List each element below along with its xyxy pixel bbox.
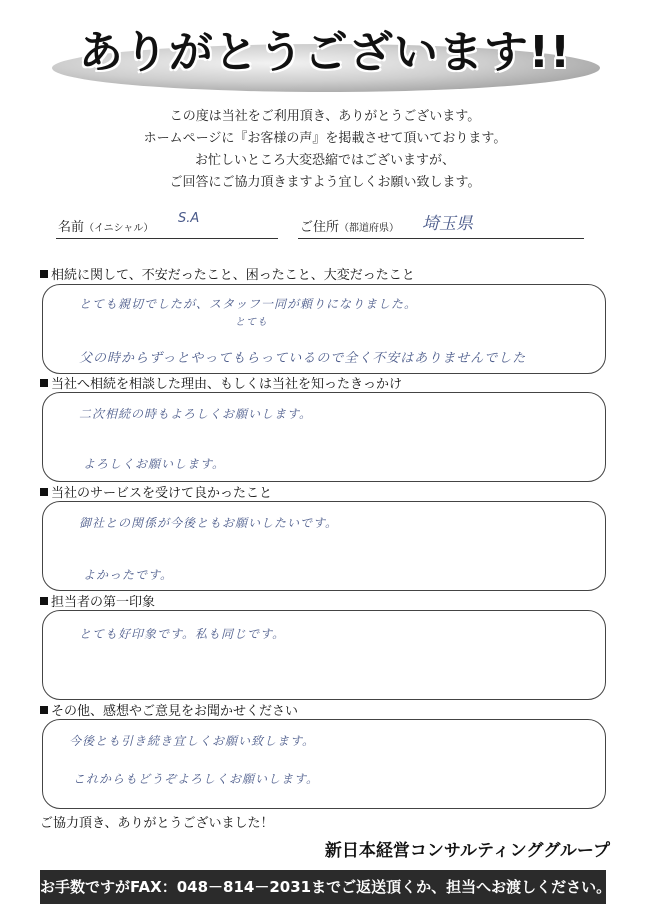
section-4-heading bbox=[40, 591, 155, 610]
intro-line: ご回答にご協力頂きますよう宜しくお願い致します。 bbox=[169, 175, 481, 190]
section-3-answer-line: 御社との関係が今後ともお願いしたいです。 bbox=[79, 516, 339, 530]
intro-line: ホームページに『お客様の声』を掲載させて頂いております。 bbox=[143, 131, 507, 146]
name-label-text: 名前 bbox=[58, 220, 85, 235]
section-3-answer-box[interactable] bbox=[42, 501, 606, 591]
section-1-answer-line: とても親切でしたが、スタッフ一同が頼りになりました。 bbox=[79, 297, 418, 311]
address-label-sub: （都道府県） bbox=[339, 223, 400, 234]
address-value: 埼玉県 bbox=[422, 214, 473, 234]
section-4-answer-line: とても好印象です。私も同じです。 bbox=[79, 627, 286, 641]
thanks-message: ご協力頂き、ありがとうございました！ bbox=[40, 816, 274, 831]
section-5-answer-box[interactable] bbox=[42, 719, 606, 809]
section-4-question: 担当者の第一印象 bbox=[51, 595, 156, 610]
section-3-question: 当社のサービスを受けて良かったこと bbox=[51, 486, 273, 501]
page-title: ありがとうございます!! bbox=[78, 27, 572, 78]
section-2-answer-line: よろしくお願いします。 bbox=[83, 457, 226, 471]
section-2-heading bbox=[40, 373, 402, 392]
name-label bbox=[58, 216, 153, 235]
name-field[interactable] bbox=[56, 210, 278, 239]
name-value: S.A bbox=[178, 211, 200, 226]
square-bullet-icon bbox=[40, 379, 48, 387]
square-bullet-icon bbox=[40, 597, 48, 605]
section-2-answer-line: 二次相続の時もよろしくお願いします。 bbox=[79, 407, 313, 421]
section-1-answer-box[interactable] bbox=[42, 284, 606, 374]
section-1-answer-line: とても bbox=[235, 317, 268, 328]
section-1-heading bbox=[40, 264, 415, 283]
intro-text bbox=[0, 106, 650, 194]
fax-notice: お手数ですがFAX：048－814－2031までご返送頂くか、担当へお渡しください。 bbox=[40, 878, 612, 896]
intro-line: お忙しいところ大変恐縮ではございますが、 bbox=[194, 153, 455, 168]
section-2-answer-box[interactable] bbox=[42, 392, 606, 482]
address-field[interactable] bbox=[298, 210, 584, 239]
section-4-answer-box[interactable] bbox=[42, 610, 606, 700]
square-bullet-icon bbox=[40, 706, 48, 714]
address-label bbox=[300, 216, 399, 235]
square-bullet-icon bbox=[40, 270, 48, 278]
intro-line: この度は当社をご利用頂き、ありがとうございます。 bbox=[169, 109, 481, 124]
section-3-heading bbox=[40, 482, 272, 501]
section-1-answer-line: 父の時からずっとやってもらっているので全く不安はありませんでした bbox=[79, 351, 527, 366]
section-5-answer-line: 今後とも引き続き宜しくお願い致します。 bbox=[69, 734, 316, 748]
fax-notice-bar bbox=[40, 870, 612, 904]
section-5-question: その他、感想やご意見をお聞かせください bbox=[51, 704, 299, 719]
address-label-text: ご住所 bbox=[300, 220, 340, 235]
company-name: 新日本経営コンサルティンググループ bbox=[324, 841, 610, 861]
section-3-answer-line: よかったです。 bbox=[83, 568, 174, 582]
section-5-heading bbox=[40, 700, 298, 719]
section-5-answer-line: これからもどうぞよろしくお願いします。 bbox=[73, 772, 320, 786]
square-bullet-icon bbox=[40, 488, 48, 496]
name-label-sub: （イニシャル） bbox=[84, 223, 154, 234]
section-1-question: 相続に関して、不安だったこと、困ったこと、大変だったこと bbox=[51, 268, 415, 283]
section-2-question: 当社へ相続を相談した理由、もしくは当社を知ったきっかけ bbox=[51, 377, 403, 392]
